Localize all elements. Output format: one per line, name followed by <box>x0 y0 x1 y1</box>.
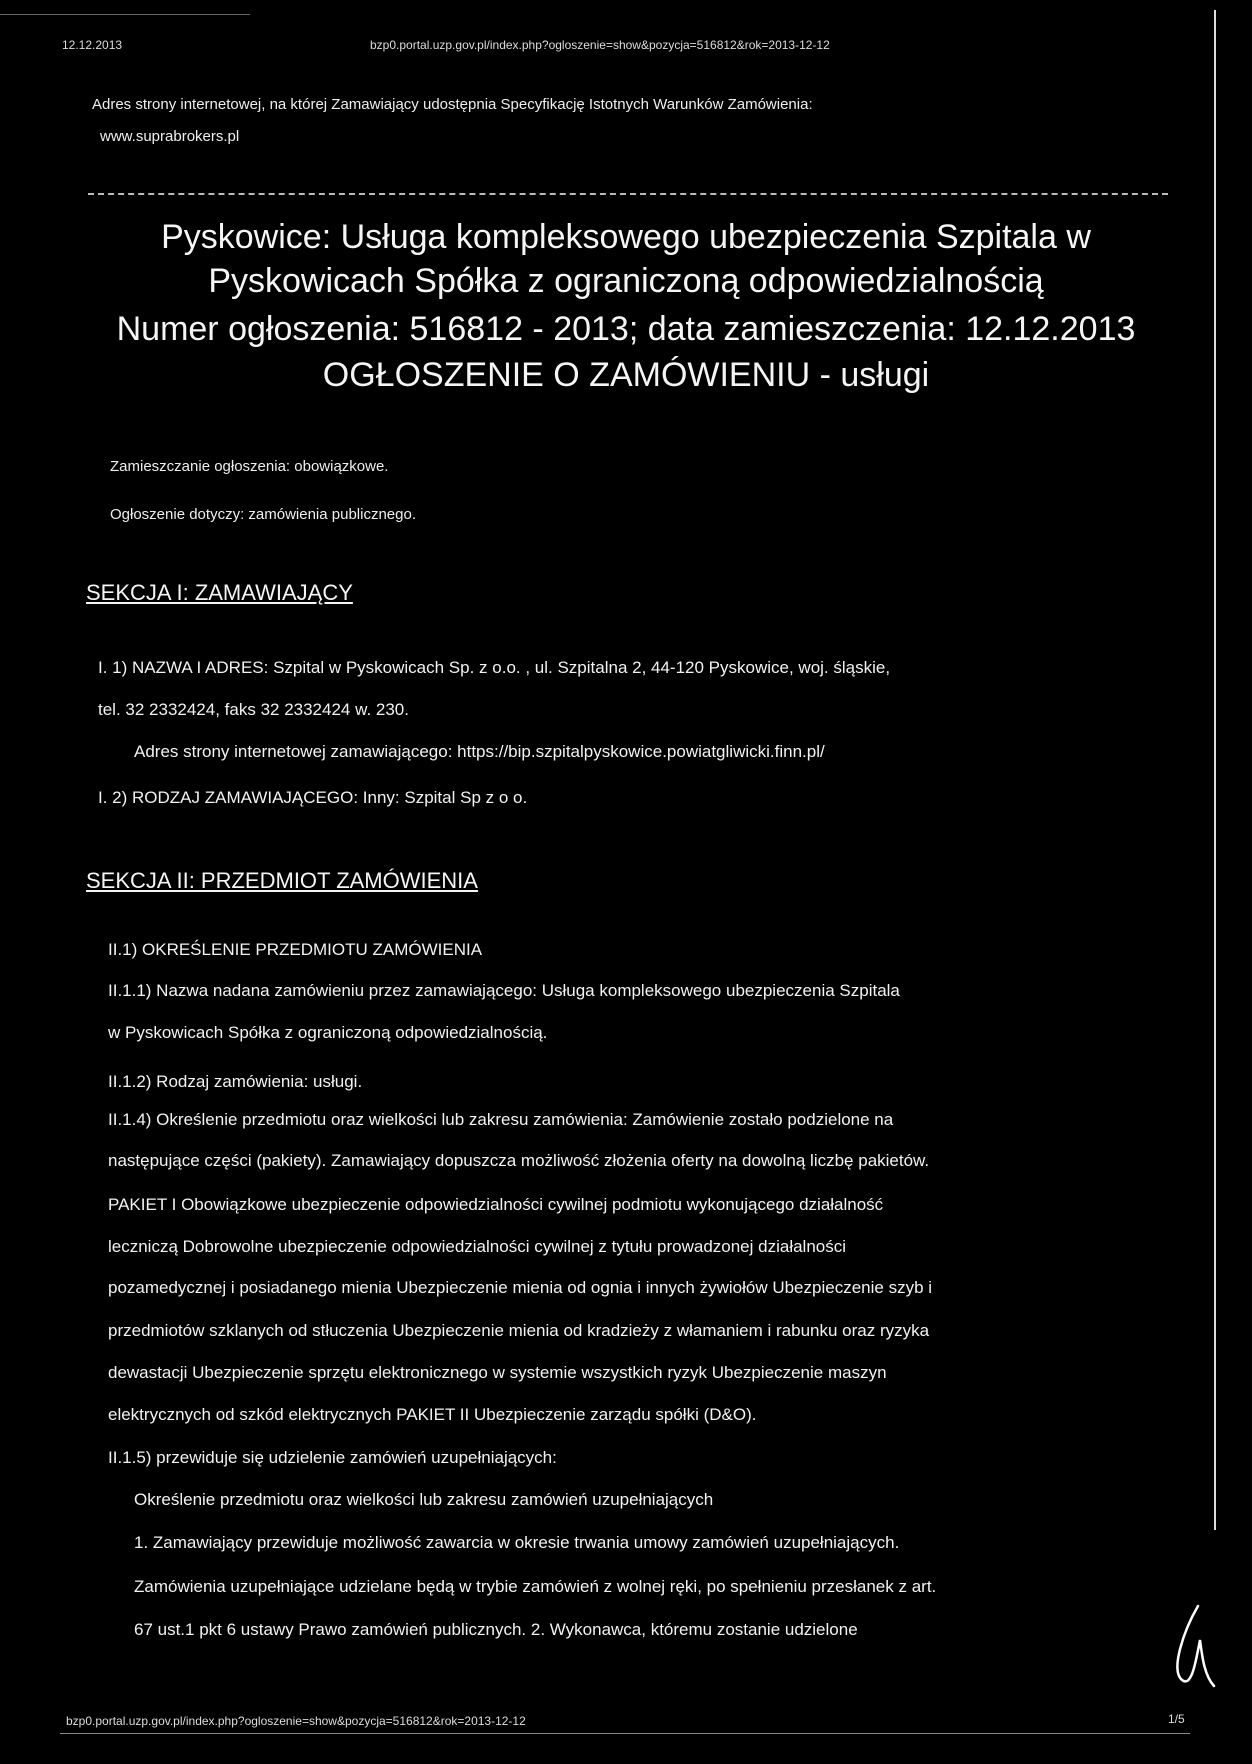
section-1-line: I. 1) NAZWA I ADRES: Szpital w Pyskowicach Sp. z o.o. , ul. Szpitalna 2, 44-120 Pyskowice, woj. śląskie, <box>98 658 891 677</box>
section-1-line: tel. 32 2332424, faks 32 2332424 w. 230. <box>98 700 409 719</box>
section-2-line: 67 ust.1 pkt 6 ustawy Prawo zamówień publicznych. 2. Wykonawca, któremu zostanie udzielone <box>134 1620 858 1639</box>
section-2-line: II.1.5) przewiduje się udzielenie zamówień uzupełniających: <box>108 1448 557 1467</box>
title-line-2: Pyskowicach Spółka z ograniczoną odpowiedzialnością <box>208 262 1044 300</box>
section-2-line: Zamówienia uzupełniające udzielane będą w trybie zamówień z wolnej ręki, po spełnieniu przesłanek z art. <box>134 1577 937 1596</box>
section-2-line: Określenie przedmiotu oraz wielkości lub zakresu zamówień uzupełniających <box>134 1490 714 1509</box>
section-2-line: w Pyskowicach Spółka z ograniczoną odpowiedzialnością. <box>108 1023 548 1042</box>
title-line-4: OGŁOSZENIE O ZAMÓWIENIU - usługi <box>322 356 930 394</box>
header-date: 12.12.2013 <box>62 38 123 52</box>
section-2-line: przedmiotów szklanych od stłuczenia Ubezpieczenie mienia od kradzieży z włamaniem i rabunku oraz ryzyka <box>108 1321 930 1340</box>
footer-url: bzp0.portal.uzp.gov.pl/index.php?ogloszenie=show&pozycja=516812&rok=2013-12-12 <box>66 1714 526 1728</box>
section-2-line: II.1.4) Określenie przedmiotu oraz wielkości lub zakresu zamówienia: Zamówienie zostało podzielone na <box>108 1110 894 1129</box>
section-2-line: leczniczą Dobrowolne ubezpieczenie odpowiedzialności cywilnej z tytułu prowadzonej działalności <box>108 1237 847 1256</box>
intro-line-1: Adres strony internetowej, na której Zamawiający udostępnia Specyfikację Istotnych Warunków Zamówienia: <box>92 96 813 113</box>
dashed-divider <box>88 193 1168 195</box>
handwritten-initial-signature <box>1160 1600 1220 1690</box>
section-2-line: II.1.2) Rodzaj zamówienia: usługi. <box>108 1072 363 1091</box>
section-2-line: elektrycznych od szkód elektrycznych PAKIET II Ubezpieczenie zarządu spółki (D&O). <box>108 1405 757 1424</box>
notice-line: Zamieszczanie ogłoszenia: obowiązkowe. <box>110 458 389 475</box>
section-2-line: II.1.1) Nazwa nadana zamówieniu przez zamawiającego: Usługa kompleksowego ubezpieczenia Szpitala <box>108 981 900 1000</box>
title-line-3: Numer ogłoszenia: 516812 - 2013; data zamieszczenia: 12.12.2013 <box>116 310 1136 348</box>
section-1-heading: SEKCJA I: ZAMAWIAJĄCY <box>86 580 353 605</box>
scan-top-line <box>0 14 250 15</box>
section-2-line: dewastacji Ubezpieczenie sprzętu elektronicznego w systemie wszystkich ryzyk Ubezpieczenie maszyn <box>108 1363 887 1382</box>
section-2-line: pozamedycznej i posiadanego mienia Ubezpieczenie mienia od ognia i innych żywiołów Ubezpieczenie szyb i <box>108 1278 933 1297</box>
title-line-1: Pyskowice: Usługa kompleksowego ubezpieczenia Szpitala w <box>161 218 1091 256</box>
header-url: bzp0.portal.uzp.gov.pl/index.php?ogloszenie=show&pozycja=516812&rok=2013-12-12 <box>370 38 830 52</box>
page-number: 1/5 <box>1168 1712 1185 1726</box>
section-1-line: I. 2) RODZAJ ZAMAWIAJĄCEGO: Inny: Szpital Sp z o o. <box>98 788 528 807</box>
section-2-line: 1. Zamawiający przewiduje możliwość zawarcia w okresie trwania umowy zamówień uzupełniających. <box>134 1533 900 1552</box>
notice-line: Ogłoszenie dotyczy: zamówienia publicznego. <box>110 506 416 523</box>
footer-divider <box>60 1733 1190 1734</box>
section-2-heading: SEKCJA II: PRZEDMIOT ZAMÓWIENIA <box>86 868 478 893</box>
section-2-line: następujące części (pakiety). Zamawiający dopuszcza możliwość złożenia oferty na dowolną liczbę pakietów. <box>108 1151 930 1170</box>
section-2-line: PAKIET I Obowiązkowe ubezpieczenie odpowiedzialności cywilnej podmiotu wykonującego działalność <box>108 1195 884 1214</box>
section-2-line: II.1) OKREŚLENIE PRZEDMIOTU ZAMÓWIENIA <box>108 940 483 959</box>
intro-line-2: www.suprabrokers.pl <box>100 128 240 145</box>
section-1-line: Adres strony internetowej zamawiającego: https://bip.szpitalpyskowice.powiatgliwicki.finn.pl/ <box>134 742 825 761</box>
